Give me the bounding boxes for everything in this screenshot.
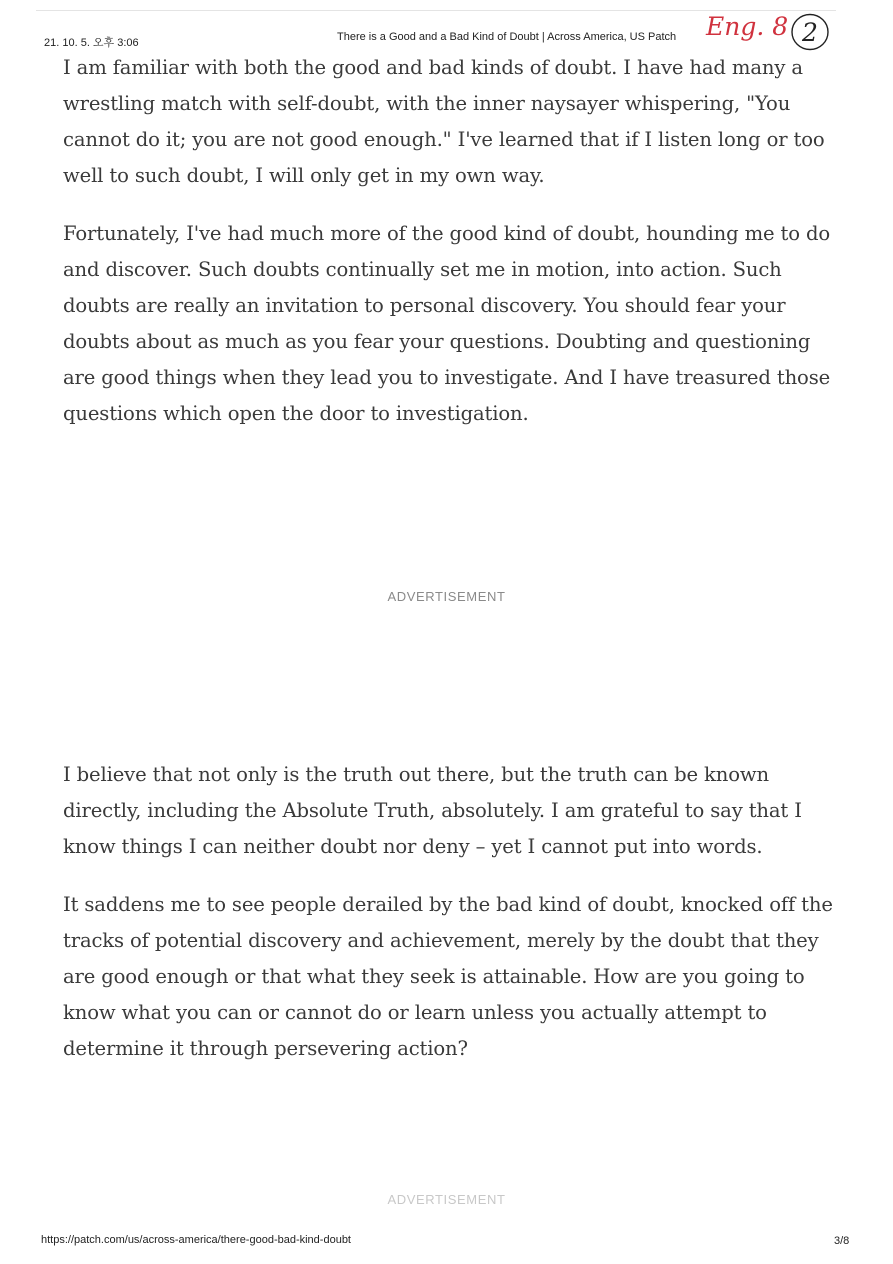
circled-number: 2: [802, 18, 818, 47]
advertisement-label: ADVERTISEMENT: [387, 589, 506, 604]
article-paragraph: It saddens me to see people derailed by the bad kind of doubt, knocked off the tracks of potential discovery and achievement, merely by the doubt that they are good enough or that what they seek is attainable. How are you going to know what you can or cannot do or learn unless you actually attempt to determine it through persevering action?: [63, 893, 833, 1060]
article-body-top: [63, 50, 843, 454]
article-paragraph: I believe that not only is the truth out there, but the truth can be known directly, including the Absolute Truth, absolutely. I am grateful to say that I know things I can neither doubt nor deny – yet I cannot put into words.: [63, 763, 802, 858]
article-paragraph: I am familiar with both the good and bad kinds of doubt. I have had many a wrestling match with self-doubt, with the inner naysayer whispering, "You cannot do it; you are not good enough." I've learned that if I listen long or too well to such doubt, I will only get in my own way.: [63, 56, 825, 187]
print-date: 21. 10. 5. 오후 3:06: [44, 37, 139, 49]
print-page-title: There is a Good and a Bad Kind of Doubt | Across America, US Patch: [337, 31, 677, 43]
top-divider: [36, 10, 836, 11]
handwritten-note: Eng. 8: [706, 12, 789, 41]
article-body-bottom: [63, 757, 843, 1089]
advertisement-label: ADVERTISEMENT: [387, 1192, 506, 1207]
page-number: 3/8: [834, 1235, 850, 1247]
circled-number-annotation: [790, 12, 830, 52]
article-paragraph: Fortunately, I've had much more of the good kind of doubt, hounding me to do and discover. Such doubts continually set me in motion, into action. Such doubts are really an invitation to personal discovery. You should fear your doubts about as much as you fear your questions. Doubting and questioning are good things when they lead you to investigate. And I have treasured those questions which open the door to investigation.: [63, 222, 831, 425]
page-url: https://patch.com/us/across-america/there-good-bad-kind-doubt: [41, 1234, 351, 1246]
